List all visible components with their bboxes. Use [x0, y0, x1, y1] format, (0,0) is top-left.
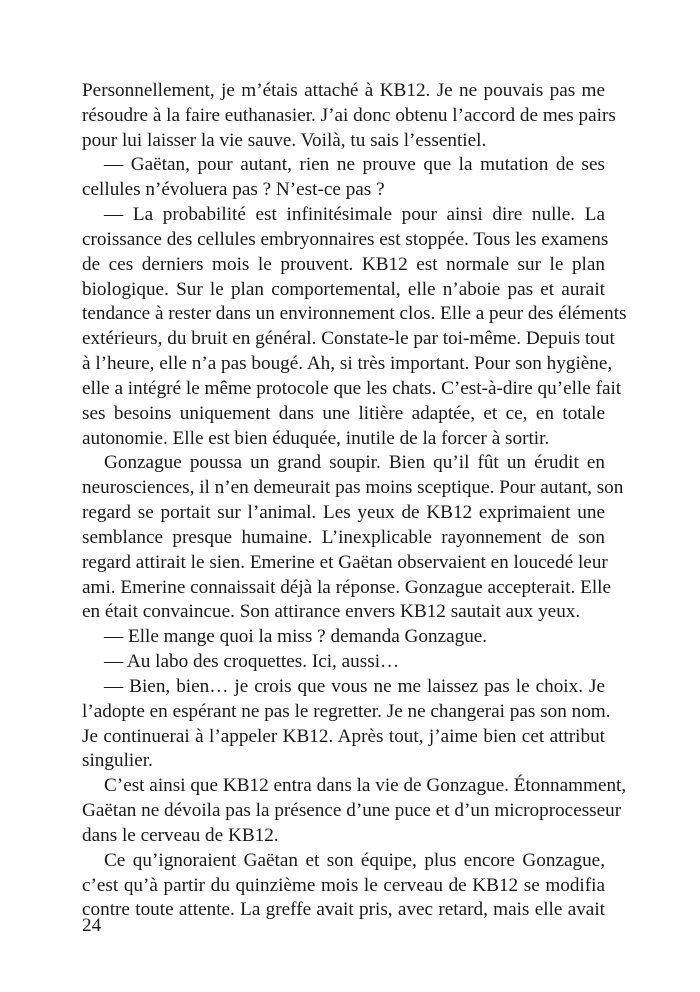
page-number: 24 [82, 915, 102, 936]
text-line: regard attirait le sien. Emerine et Gaëtan observaient en loucedé leur [82, 551, 608, 573]
text-line: — La probabilité est infinitésimale pour ainsi dire nulle. La [104, 204, 605, 226]
text-line: biologique. Sur le plan comportemental, elle n’aboie pas et aurait [82, 278, 605, 300]
text-line: singulier. [82, 750, 153, 772]
text-line: résoudre à la faire euthanasier. J’ai donc obtenu l’accord de mes pairs [82, 104, 616, 126]
text-line: dans le cerveau de KB12. [82, 824, 279, 846]
text-line: — Gaëtan, pour autant, rien ne prouve que la mutation de ses [104, 154, 605, 176]
text-line: C’est ainsi que KB12 entra dans la vie de Gonzague. Étonnamment, [104, 775, 627, 797]
text-line: Personnellement, je m’étais attaché à KB12. Je ne pouvais pas me [82, 80, 605, 101]
text-line: neurosciences, il n’en demeurait pas moins sceptique. Pour autant, son [82, 477, 624, 499]
text-line: pour lui laisser la vie sauve. Voilà, tu sais l’essentiel. [82, 129, 487, 151]
text-line: semblance presque humaine. L’inexplicable rayonnement de son [82, 526, 605, 548]
text-line: ami. Emerine connaissait déjà la réponse. Gonzague accepterait. Elle [82, 576, 612, 598]
text-line: contre toute attente. La greffe avait pris, avec retard, mais elle avait [82, 899, 605, 921]
text-line: — Elle mange quoi la miss ? demanda Gonzague. [104, 626, 488, 648]
text-line: Gonzague poussa un grand soupir. Bien qu’il fût un érudit en [104, 452, 605, 474]
text-line: — Au labo des croquettes. Ici, aussi… [104, 651, 400, 673]
text-line: ses besoins uniquement dans une litière adaptée, et ce, en totale [82, 402, 605, 424]
text-line: croissance des cellules embryonnaires est stoppée. Tous les examens [82, 228, 609, 250]
text-line: c’est qu’à partir du quinzième mois le cerveau de KB12 se modifia [82, 874, 605, 896]
text-line: en était convaincue. Son attirance envers KB12 sautait aux yeux. [82, 601, 581, 623]
text-line: cellules n’évoluera pas ? N’est-ce pas ? [82, 179, 385, 201]
text-line: — Bien, bien… je crois que vous ne me laissez pas le choix. Je [104, 675, 605, 697]
text-line: elle a intégré le même protocole que les chats. C’est-à-dire qu’elle fait [82, 377, 622, 399]
text-line: autonomie. Elle est bien éduquée, inutile de la forcer à sortir. [82, 427, 550, 449]
body-text [82, 79, 627, 923]
text-line: extérieurs, du bruit en général. Constate-le par toi-même. Depuis tout [82, 328, 615, 350]
text-line: regard se portait sur l’animal. Les yeux de KB12 exprimaient une [82, 502, 605, 524]
text-line: Ce qu’ignoraient Gaëtan et son équipe, plus encore Gonzague, [104, 849, 605, 871]
text-line: Gaëtan ne dévoila pas la présence d’une puce et d’un microprocesseur [82, 800, 622, 822]
text-line: Je continuerai à l’appeler KB12. Après tout, j’aime bien cet attribut [82, 725, 605, 747]
text-line: l’adopte en espérant ne pas le regretter. Je ne changerai pas son nom. [82, 700, 611, 722]
text-line: tendance à rester dans un environnement clos. Elle a peur des éléments [82, 303, 627, 325]
text-line: de ces derniers mois le prouvent. KB12 est normale sur le plan [82, 253, 605, 275]
text-line: à l’heure, elle n’a pas bougé. Ah, si très important. Pour son hygiène, [82, 353, 613, 375]
